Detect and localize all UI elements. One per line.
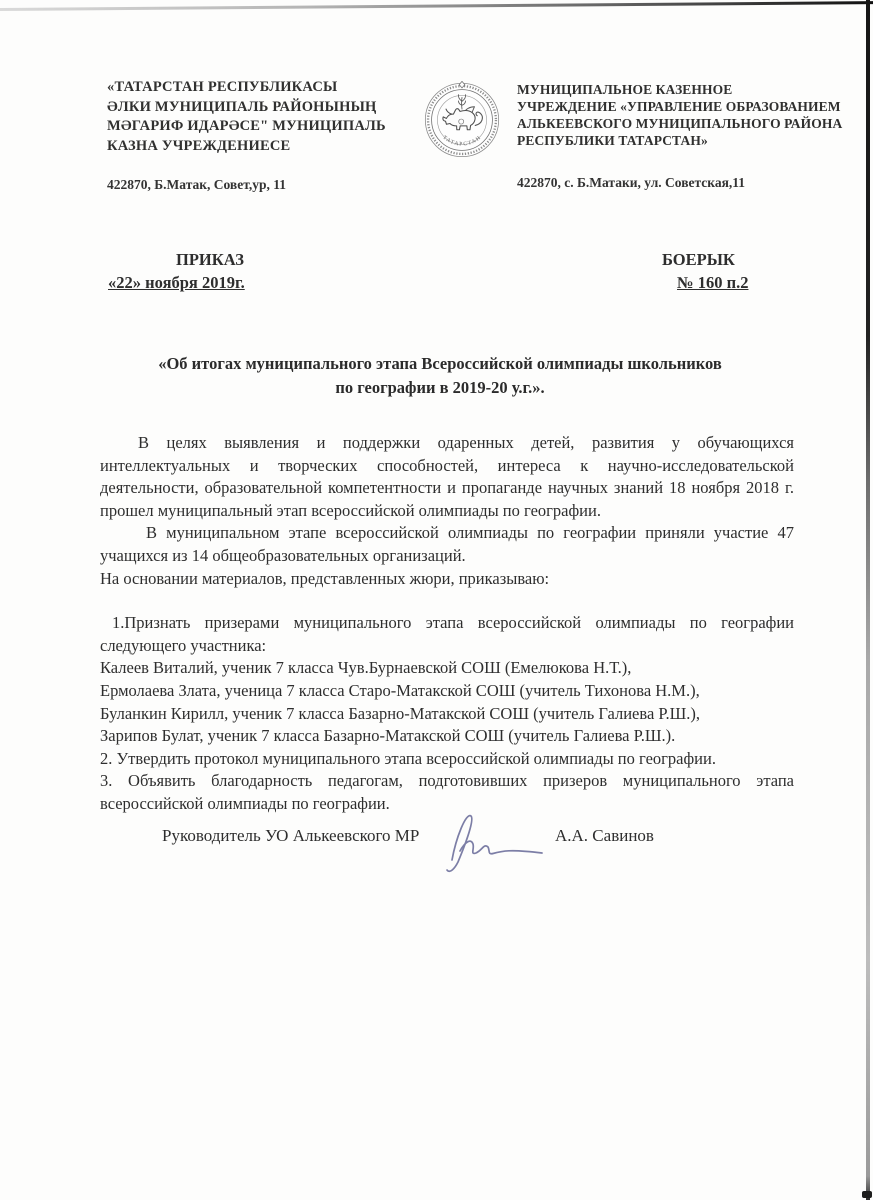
document-title xyxy=(90,352,790,400)
emblem-ring-text: ТАТАРСТАН xyxy=(441,134,483,148)
org-name-russian xyxy=(517,81,862,149)
document-title-line2: по географии в 2019-20 у.г.». xyxy=(335,378,545,397)
order-item-2: 2. Утвердить протокол муниципального этапа всероссийской олимпиады по географии. xyxy=(100,748,716,768)
order-item-1: 1.Признать призерами муниципального этапа всероссийской олимпиады по географии следующего участника: xyxy=(100,613,794,655)
signatory-name: А.А. Савинов xyxy=(555,826,654,845)
org-name-russian-line: АЛЬКЕЕВСКОГО МУНИЦИПАЛЬНОГО РАЙОНА xyxy=(517,116,843,131)
winner-line: Зарипов Булат, ученик 7 класса Базарно-Матакской СОШ (учитель Галиева Р.Ш.). xyxy=(100,726,676,746)
signatory-position: Руководитель УО Алькеевского МР xyxy=(162,826,420,845)
tatarstan-education-emblem-icon xyxy=(423,81,501,159)
winner-line: Буланкин Кирилл, ученик 7 класса Базарно-Матакской СОШ (учитель Галиева Р.Ш.), xyxy=(100,703,701,723)
org-name-tatar-line: «ТАТАРСТАН РЕСПУБЛИКАСЫ xyxy=(107,79,338,95)
scan-artifact-top-line xyxy=(0,1,873,10)
document-body xyxy=(100,432,794,816)
order-date: «22» ноября 2019г. xyxy=(108,273,245,292)
scan-artifact-corner xyxy=(862,1191,872,1198)
body-paragraph-basis: На основании материалов, представленных жюри, приказываю: xyxy=(100,568,550,588)
winner-line: Ермолаева Злата, ученица 7 класса Старо-Матакской СОШ (учитель Тихонова Н.М.), xyxy=(100,680,700,700)
body-paragraph-purpose: В целях выявления и поддержки одаренных детей, развития у обучающихся интеллектуальных и творческих способностей, интереса к научно-исследовательской деятельности, образовательной компетентности и пропаганде научных знаний 18 ноября 2018 г. прошел муниципальный этап всероссийской олимпиады по географии. xyxy=(100,433,794,520)
order-label-prikaz: ПРИКАЗ xyxy=(176,250,244,269)
org-name-tatar-line: КАЗНА УЧРЕЖДЕНИЕСЕ xyxy=(107,137,291,154)
scan-artifact-right-edge xyxy=(866,0,870,1200)
org-name-tatar-line: МӘГАРИФ ИДАРӘСЕ" МУНИЦИПАЛЬ xyxy=(107,118,386,134)
body-paragraph-participants: В муниципальном этапе всероссийской олимпиады по географии приняли участие 47 учащихся из 14 общеобразовательных организаций. xyxy=(100,523,794,565)
org-address-tatar: 422870, Б.Матак, Совет,ур, 11 xyxy=(107,177,286,192)
order-number: № 160 п.2 xyxy=(677,273,749,292)
order-label-boeryk: БОЕРЫК xyxy=(662,250,735,269)
handwritten-signature xyxy=(430,804,550,876)
document-title-line1: «Об итогах муниципального этапа Всероссийской олимпиады школьников xyxy=(158,354,722,373)
org-name-russian-line: РЕСПУБЛИКИ ТАТАРСТАН» xyxy=(517,133,708,148)
org-name-russian-line: УЧРЕЖДЕНИЕ «УПРАВЛЕНИЕ ОБРАЗОВАНИЕМ xyxy=(517,99,841,114)
org-address-russian: 422870, с. Б.Матаки, ул. Советская,11 xyxy=(517,175,746,190)
order-item-3: 3. Объявить благодарность педагогам, подготовивших призеров муниципального этапа всероссийской олимпиады по географии. xyxy=(100,771,794,813)
org-name-russian-line: МУНИЦИПАЛЬНОЕ КАЗЕННОЕ xyxy=(517,82,733,97)
org-name-tatar xyxy=(107,78,412,156)
org-name-tatar-line: ӘЛКИ МУНИЦИПАЛЬ РАЙОНЫНЫҢ xyxy=(107,98,377,115)
winner-line: Калеев Виталий, ученик 7 класса Чув.Бурнаевской СОШ (Емелюкова Н.Т.), xyxy=(100,658,632,678)
